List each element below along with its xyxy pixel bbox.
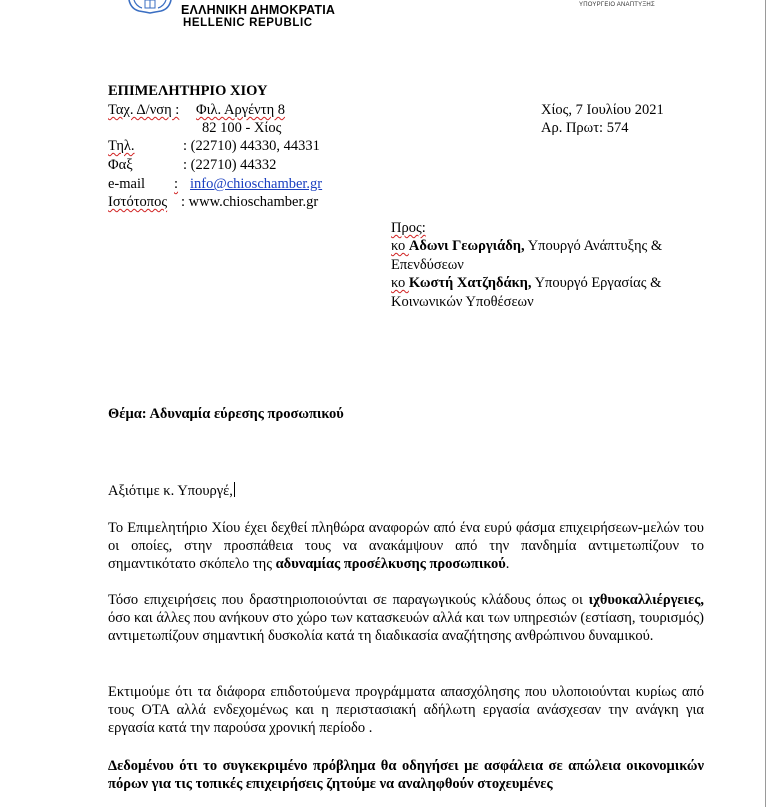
paragraph-2 — [108, 591, 704, 645]
email-link-wrap — [190, 175, 322, 193]
paragraph-2-bold: ιχθυοκαλλιέργειες, — [588, 592, 704, 608]
phone-value: : (22710) 44330, 44331 — [183, 138, 320, 154]
paragraph-3: Εκτιμούμε ότι τα διάφορα επιδοτούμενα προγράμματα απασχόλησης που υλοποιούνται κυρίως από τους ΟΤΑ αλλά ενδεχομένως και η περιστασιακή αδήλωτη εργασία ανάσχεσαν την ανάγκη για εργασία κατά την παρούσα χρονική περίοδο . — [108, 684, 704, 736]
fax-label: Φαξ — [108, 157, 133, 173]
recipient-1 — [391, 237, 662, 255]
web-value: : www.chioschamber.gr — [181, 194, 319, 210]
salutation — [108, 482, 235, 500]
email-link[interactable]: info@chioschamber.gr — [190, 176, 323, 192]
salutation-text: Αξιότιμε κ. Υπουργέ, — [108, 483, 233, 499]
paragraph-4: Δεδομένου ότι το συγκεκριμένο πρόβλημα θα οδηγήσει με ασφάλεια σε απώλεια οικονομικών πόρων για τις τοπικές επιχειρήσεις ζητούμε να αναληφθούν στοχευμένες — [108, 758, 704, 792]
email-label: e-mail — [108, 176, 146, 192]
paragraph-1-end: . — [505, 556, 510, 572]
protocol-number: Αρ. Πρωτ: 574 — [541, 120, 629, 136]
web-label-text: Ιστότοπος — [108, 194, 168, 210]
recipient-1-prefix: κο — [391, 238, 409, 254]
recipients-label-text: Προς: — [391, 220, 426, 236]
postal-code: 82 100 - Χίος — [202, 120, 282, 136]
address-value — [196, 101, 285, 119]
paragraph-1 — [108, 519, 704, 573]
subject-line: Θέμα: Αδυναμία εύρεσης προσωπικού — [108, 406, 344, 422]
ministry-note: ΥΠΟΥΡΓΕΙΟ ΑΝΑΠΤΥΞΗΣ — [579, 2, 655, 8]
paragraph-2-text-b: όσο και άλλες που ανήκουν στο χώρο των κατασκευών αλλά και των υπηρεσιών (εστίαση, τουρισμός) αντιμετωπίζουν σημαντική δυσκολία κατά τη διαδικασία αναζήτησης ανθρώπινου δυναμικού. — [108, 610, 704, 644]
republic-greek: ΕΛΛΗΝΙΚΗ ΔΗΜΟΚΡΑΤΙΑ — [181, 3, 336, 17]
text-cursor — [234, 482, 235, 497]
phone-label — [108, 137, 135, 155]
recipient-1-name: Αδωνι Γεωργιάδη, — [408, 238, 525, 254]
recipient-2-role-b: Κοινωνικών Υποθέσεων — [391, 294, 534, 310]
recipient-1-role-b: Επενδύσεων — [391, 257, 464, 273]
letter-date: Χίος, 7 Ιουλίου 2021 — [541, 102, 664, 118]
address-value-text: Φιλ. Αργέντη 8 — [196, 102, 286, 118]
right-margin — [766, 0, 779, 807]
phone-label-text: Τηλ. — [108, 138, 135, 154]
greek-emblem-icon — [125, 0, 175, 14]
email-separator-text: : — [174, 176, 179, 192]
paragraph-2-text-a: Τόσο επιχειρήσεις που δραστηριοποιούνται σε παραγωγικούς κλάδους όπως οι — [108, 592, 589, 608]
recipients-label — [391, 219, 426, 237]
address-label — [108, 101, 179, 119]
address-label-text: Ταχ. Δ/νση : — [108, 102, 180, 118]
paragraph-1-bold: αδυναμίας προσέλκυσης προσωπικού — [275, 556, 506, 572]
sender-name: ΕΠΙΜΕΛΗΤΗΡΙΟ ΧΙΟΥ — [108, 83, 268, 99]
recipient-2-name: Κωστή Χατζηδάκη, — [408, 275, 532, 291]
fax-value: : (22710) 44332 — [183, 157, 277, 173]
recipient-2-role-a: Υπουργό Εργασίας & — [531, 275, 662, 291]
web-label — [108, 193, 167, 211]
paragraph-1-text: Το Επιμελητήριο Χίου έχει δεχθεί πληθώρα αναφορών από ένα ευρύ φάσμα επιχειρήσεων-μελών του οι οποίες, στην προσπάθεια τους να ανακάμψουν από την πανδημία αντιμετωπίζουν το σημαντικότατο σκόπελο της — [108, 520, 704, 572]
republic-english: HELLENIC REPUBLIC — [183, 17, 313, 29]
recipient-1-role-a: Υπουργό Ανάπτυξης & — [524, 238, 663, 254]
recipient-2-prefix: κο — [391, 275, 409, 291]
recipient-2 — [391, 274, 661, 292]
email-separator — [174, 175, 178, 193]
